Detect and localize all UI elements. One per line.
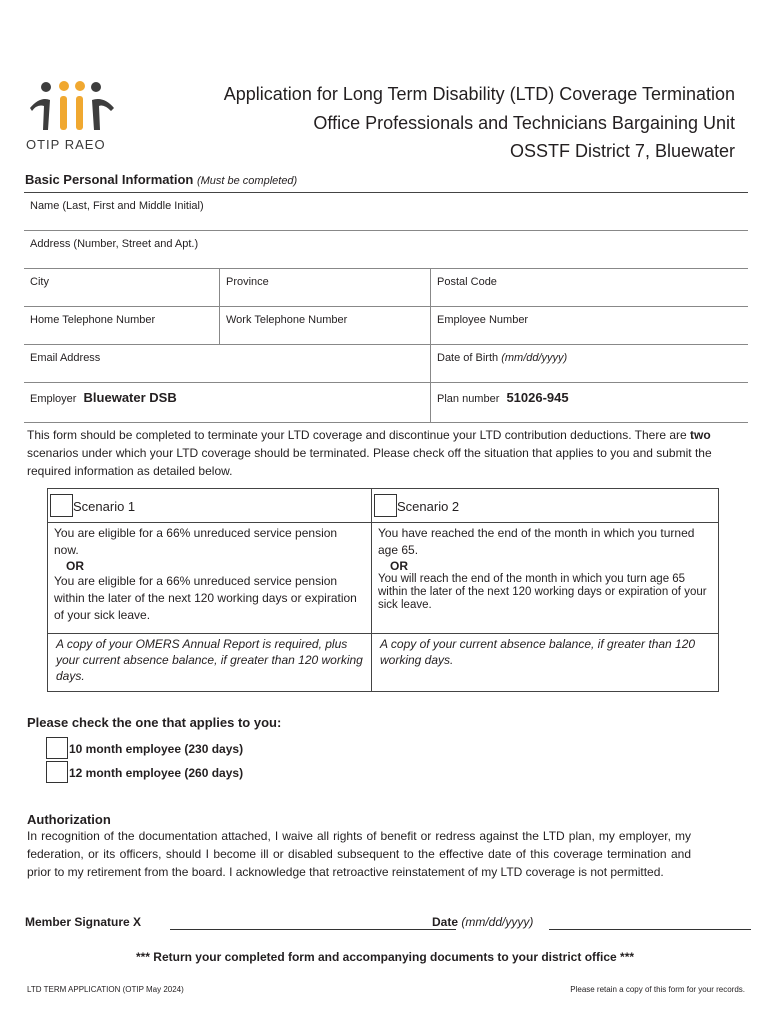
intro-paragraph <box>27 426 747 480</box>
scenario-2-body <box>372 523 718 634</box>
scenario-1-header <box>48 489 371 523</box>
province-label: Province <box>226 276 269 288</box>
plan-number-field <box>431 383 748 422</box>
city-row <box>24 269 748 307</box>
scenario-1-body <box>48 523 371 634</box>
employer-field <box>24 383 431 422</box>
scenario-1-checkbox[interactable] <box>50 494 73 517</box>
address-field[interactable] <box>24 231 748 268</box>
date-label: Date <box>432 915 459 929</box>
ten-month-label: 10 month employee (230 days) <box>69 742 244 756</box>
scenario-2-column <box>372 489 718 691</box>
postal-code-field[interactable] <box>431 269 748 306</box>
authorization-text: In recognition of the documentation attached, I waive all rights of benefit or redress against the LTD plan, my employer, my federation, or its officers, should I become ill or disabled subsequent to the effective date of this coverage termination and prior to my retirement from the board. I acknowledge that retroactive reinstatement of my LTD coverage is not permitted. <box>27 829 691 879</box>
email-row <box>24 345 748 383</box>
plan-value: 51026-945 <box>506 390 569 405</box>
scenario-2-checkbox[interactable] <box>374 494 397 517</box>
twelve-month-label: 12 month employee (260 days) <box>69 766 244 780</box>
employee-number-field[interactable] <box>431 307 748 344</box>
intro-text-before: This form should be completed to terminate your LTD coverage and discontinue your LTD contribution deductions. There are <box>27 428 691 442</box>
city-field[interactable] <box>24 269 220 306</box>
form-title: Application for Long Term Disability (LTD) Coverage Termination <box>223 84 735 104</box>
return-note: *** Return your completed form and accompanying documents to your district office *** <box>135 950 635 964</box>
ten-month-checkbox[interactable] <box>46 737 68 759</box>
scenario-2-line-a: You have reached the end of the month in which you turned age 65. <box>378 526 695 557</box>
employment-type-heading: Please check the one that applies to you: <box>27 715 282 730</box>
email-label: Email Address <box>30 352 101 364</box>
scenario-table <box>47 488 719 692</box>
signature-row <box>25 915 751 933</box>
scenario-1-or: OR <box>66 559 84 573</box>
work-phone-field[interactable] <box>220 307 431 344</box>
home-phone-label: Home Telephone Number <box>30 314 156 326</box>
date-of-birth-field[interactable] <box>431 345 748 382</box>
footer-retain-note: Please retain a copy of this form for your records. <box>570 985 745 994</box>
date-label-group <box>432 915 533 929</box>
name-row <box>24 193 748 231</box>
home-phone-field[interactable] <box>24 307 220 344</box>
district-title: OSSTF District 7, Bluewater <box>509 141 735 161</box>
province-field[interactable] <box>220 269 431 306</box>
personal-info-note: (Must be completed) <box>196 175 298 187</box>
phone-row <box>24 307 748 345</box>
footer-form-id: LTD TERM APPLICATION (OTIP May 2024) <box>27 985 184 994</box>
authorization-heading: Authorization <box>27 812 111 827</box>
personal-info-table <box>24 192 748 423</box>
twelve-month-checkbox[interactable] <box>46 761 68 783</box>
postal-code-label: Postal Code <box>437 276 497 288</box>
scenario-2-requirement: A copy of your current absence balance, if greater than 120 working days. <box>380 637 696 667</box>
employer-value: Bluewater DSB <box>83 390 177 405</box>
scenario-1-requirement: A copy of your OMERS Annual Report is required, plus your current absence balance, if greater than 120 working days. <box>56 637 363 683</box>
name-label: Name (Last, First and Middle Initial) <box>30 200 204 212</box>
scenario-1-line-b: You are eligible for a 66% unreduced service pension within the later of the next 120 working days or expiration of your sick leave. <box>54 574 357 622</box>
dob-label: Date of Birth <box>437 352 499 364</box>
personal-info-heading-text: Basic Personal Information <box>25 172 194 187</box>
employer-row <box>24 383 748 423</box>
bargaining-unit-title: Office Professionals and Technicians Bargaining Unit <box>313 113 735 133</box>
member-signature-line[interactable] <box>170 929 456 930</box>
address-label: Address (Number, Street and Apt.) <box>30 238 199 250</box>
date-format: (mm/dd/yyyy) <box>461 915 534 929</box>
date-line[interactable] <box>549 929 751 930</box>
scenario-1-column <box>48 489 372 691</box>
personal-info-heading <box>25 172 297 187</box>
intro-bold-word: two <box>690 428 711 442</box>
employer-label: Employer <box>30 393 77 405</box>
logo-text: OTIP RAEO <box>26 137 106 152</box>
city-label: City <box>30 276 49 288</box>
name-field[interactable] <box>24 193 748 230</box>
scenario-2-label: Scenario 2 <box>397 499 460 514</box>
member-signature-label: Member Signature X <box>25 915 142 929</box>
scenario-2-or: OR <box>390 559 408 573</box>
scenario-1-line-a: You are eligible for a 66% unreduced service pension now. <box>54 526 338 557</box>
dob-format: (mm/dd/yyyy) <box>501 352 568 364</box>
email-field[interactable] <box>24 345 431 382</box>
scenario-1-label: Scenario 1 <box>73 499 136 514</box>
plan-label: Plan number <box>437 393 500 405</box>
scenario-2-header <box>372 489 718 523</box>
work-phone-label: Work Telephone Number <box>226 314 348 326</box>
ten-month-option <box>46 737 446 761</box>
intro-text-after: scenarios under which your LTD coverage should be terminated. Please check off the situation that applies to you and submit the required information as detailed below. <box>27 446 712 478</box>
employee-number-label: Employee Number <box>437 314 529 326</box>
twelve-month-option <box>46 761 446 785</box>
address-row <box>24 231 748 269</box>
scenario-2-line-b: You will reach the end of the month in which you turn age 65 within the later of the next 120 working days or expiration of your sick leave. <box>378 573 707 611</box>
